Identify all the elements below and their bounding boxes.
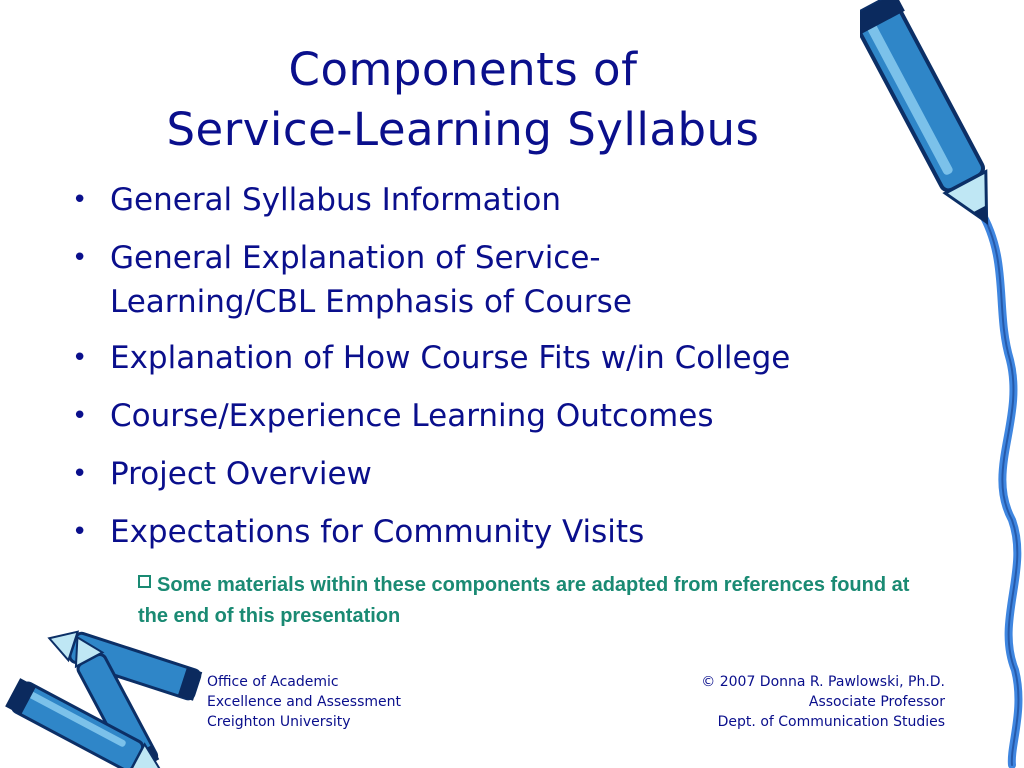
footer-left bbox=[207, 672, 401, 732]
bullet-icon: • bbox=[72, 459, 88, 489]
slide-title bbox=[0, 40, 926, 160]
footer-left-line: Creighton University bbox=[207, 714, 351, 730]
bullet-list bbox=[68, 178, 948, 568]
bullet-item bbox=[68, 336, 948, 380]
bullet-item bbox=[68, 452, 948, 496]
bullet-text: Explanation of How Course Fits w/in College bbox=[110, 340, 791, 376]
bullet-text: Course/Experience Learning Outcomes bbox=[110, 398, 714, 434]
squiggle-line-icon bbox=[940, 190, 1024, 768]
bullet-text: General Syllabus Information bbox=[110, 182, 562, 218]
bullet-item bbox=[68, 178, 948, 222]
bullet-icon: • bbox=[72, 517, 88, 547]
bullet-item bbox=[68, 236, 760, 324]
square-bullet-icon bbox=[138, 575, 151, 588]
footer-right bbox=[701, 672, 945, 732]
title-line-2: Service-Learning Syllabus bbox=[166, 103, 760, 156]
source-note bbox=[138, 570, 938, 632]
title-line-1: Components of bbox=[288, 43, 638, 96]
bullet-item bbox=[68, 510, 948, 554]
bullet-icon: • bbox=[72, 401, 88, 431]
footer-right-line: Associate Professor bbox=[808, 694, 945, 710]
footer-left-line: Office of Academic bbox=[207, 674, 339, 690]
bullet-text: Expectations for Community Visits bbox=[110, 514, 645, 550]
footer-right-line: Dept. of Communication Studies bbox=[717, 714, 945, 730]
bullet-text: Project Overview bbox=[110, 456, 372, 492]
bullet-icon: • bbox=[72, 343, 88, 373]
footer-left-line: Excellence and Assessment bbox=[207, 694, 401, 710]
source-note-text: Some materials within these components are adapted from references found at the end of this presentation bbox=[138, 574, 910, 627]
bullet-text: General Explanation of Service-Learning/CBL Emphasis of Course bbox=[110, 240, 632, 320]
footer-right-line: © 2007 Donna R. Pawlowski, Ph.D. bbox=[701, 674, 945, 690]
bullet-item bbox=[68, 394, 948, 438]
pens-cluster-clipart-icon bbox=[0, 615, 205, 768]
bullet-icon: • bbox=[72, 185, 88, 215]
bullet-icon: • bbox=[72, 243, 88, 273]
